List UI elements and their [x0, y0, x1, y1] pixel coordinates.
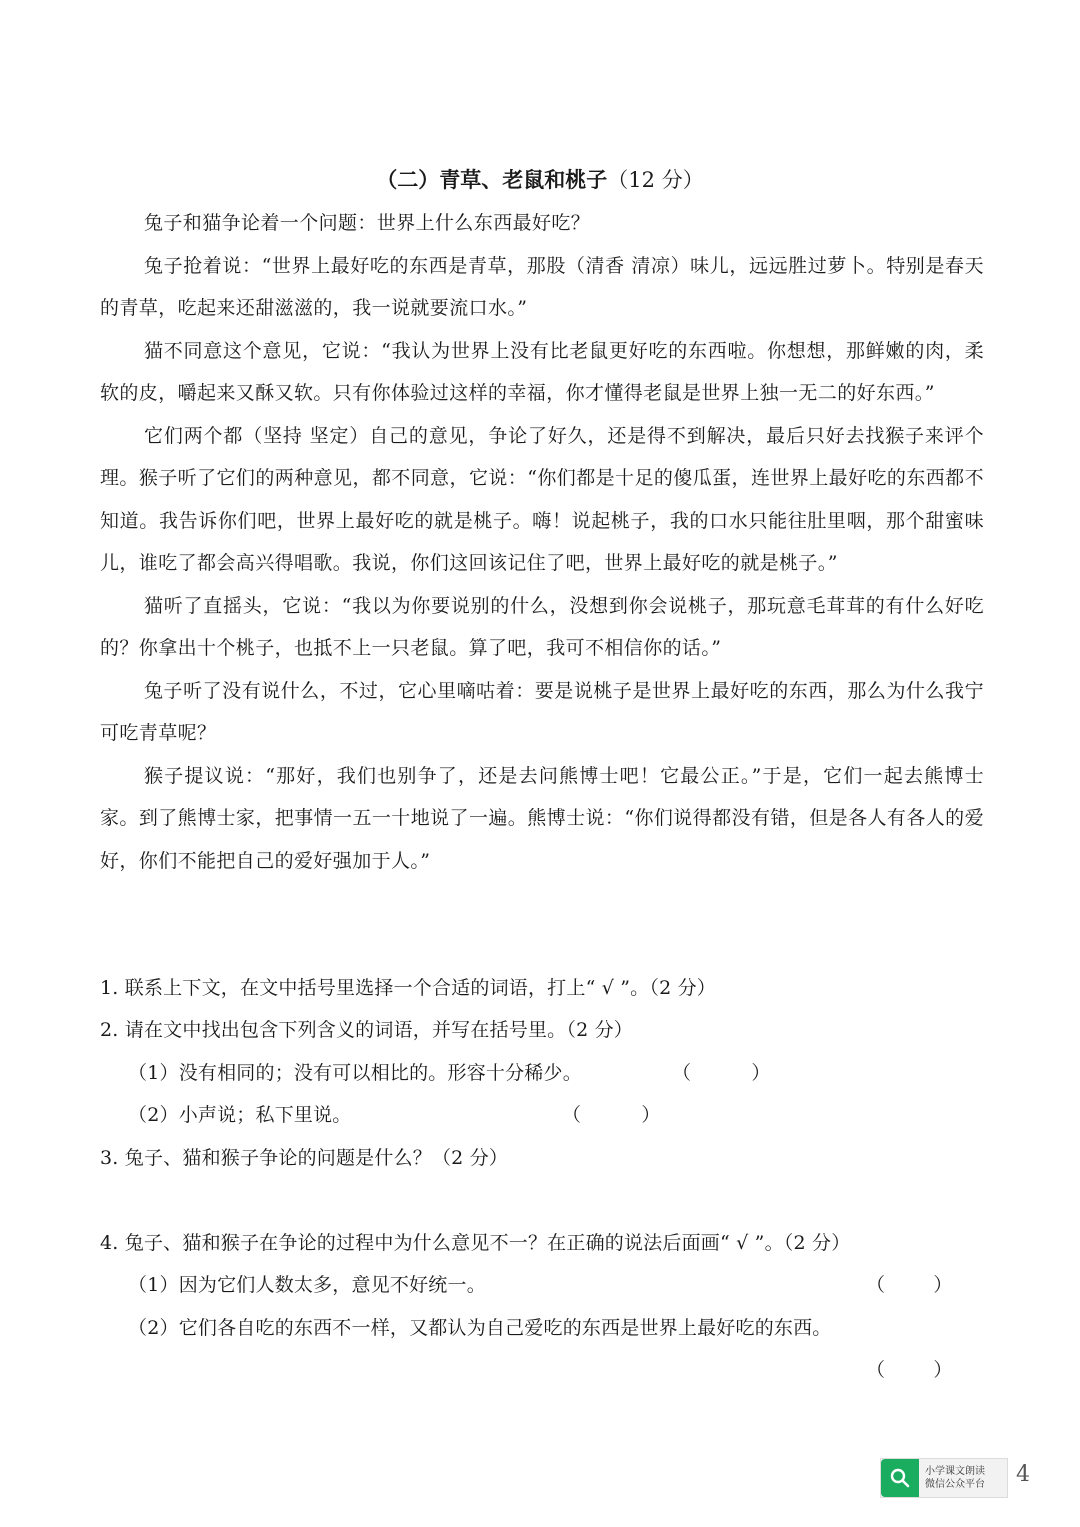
- logo-line-2: 微信公众平台: [925, 1479, 985, 1490]
- passage: [100, 202, 984, 882]
- passage-paragraph: 猫不同意这个意见，它说：“我认为世界上没有比老鼠更好吃的东西啦。你想想，那鲜嫩的肉，柔软的皮，嚼起来又酥又软。只有你体验过这样的幸福，你才懂得老鼠是世界上独一无二的好东西。”: [100, 339, 984, 404]
- search-icon: [881, 1459, 919, 1497]
- question-1: 1. 联系上下文，在文中括号里选择一个合适的词语，打上“ √ ”。（2 分）: [100, 977, 717, 999]
- platform-logo: [880, 1458, 1008, 1498]
- logo-text: [925, 1465, 985, 1491]
- answer-blank[interactable]: （ ）: [866, 1274, 953, 1296]
- passage-paragraph: 猫听了直摇头，它说：“我以为你要说别的什么，没想到你会说桃子，那玩意毛茸茸的有什么好吃的？你拿出十个桃子，也抵不上一只老鼠。算了吧，我可不相信你的话。”: [100, 594, 984, 659]
- passage-paragraph: 兔子听了没有说什么，不过，它心里嘀咕着：要是说桃子是世界上最好吃的东西，那么为什么我宁可吃青草呢？: [100, 679, 984, 744]
- passage-paragraph: 猴子提议说：“那好，我们也别争了，还是去问熊博士吧！它最公正。”于是，它们一起去熊博士家。到了熊博士家，把事情一五一十地说了一遍。熊博士说：“你们说得都没有错，但是各人有各人的爱好，你们不能把自己的爱好强加于人。”: [100, 764, 984, 872]
- question-2-item-1: （1）没有相同的；没有可以相比的。形容十分稀少。: [128, 1062, 582, 1084]
- section-score: （12 分）: [607, 168, 704, 192]
- section-title-text: （二）青草、老鼠和桃子: [376, 168, 608, 192]
- passage-paragraph: 兔子和猫争论着一个问题：世界上什么东西最好吃？: [144, 212, 591, 234]
- passage-paragraph: 它们两个都（坚持 坚定）自己的意见，争论了好久，还是得不到解决，最后只好去找猴子来评个理。猴子听了它们的两种意见，都不同意，它说：“你们都是十足的傻瓜蛋，连世界上最好吃的东西都不知道。我告诉你们吧，世界上最好吃的就是桃子。嗨！说起桃子，我的口水只能往肚里咽，那个甜蜜味儿，谁吃了都会高兴得唱歌。我说，你们这回该记住了吧，世界上最好吃的就是桃子。”: [100, 424, 984, 574]
- page-number: 4: [1016, 1462, 1030, 1487]
- question-4-item-1: （1）因为它们人数太多，意见不好统一。: [128, 1274, 486, 1296]
- answer-blank[interactable]: （ ）: [562, 1104, 661, 1126]
- question-4: 4. 兔子、猫和猴子在争论的过程中为什么意见不一？在正确的说法后面画“ √ ”。（2 分）: [100, 1232, 851, 1254]
- answer-blank[interactable]: （ ）: [672, 1062, 771, 1084]
- question-4-item-2: （2）它们各自吃的东西不一样，又都认为自己爱吃的东西是世界上最好吃的东西。: [128, 1317, 832, 1339]
- section-title: [0, 164, 1080, 196]
- question-3: 3. 兔子、猫和猴子争论的问题是什么？（2 分）: [100, 1147, 509, 1169]
- question-2-item-2: （2）小声说；私下里说。: [128, 1104, 352, 1126]
- answer-blank[interactable]: （ ）: [866, 1359, 953, 1381]
- passage-paragraph: 兔子抢着说：“世界上最好吃的东西是青草，那股（清香 清凉）味儿，远远胜过萝卜。特别是春天的青草，吃起来还甜滋滋的，我一说就要流口水。”: [100, 254, 984, 319]
- question-2: 2. 请在文中找出包含下列含义的词语，并写在括号里。（2 分）: [100, 1019, 633, 1041]
- logo-line-1: 小学课文朗读: [925, 1466, 985, 1477]
